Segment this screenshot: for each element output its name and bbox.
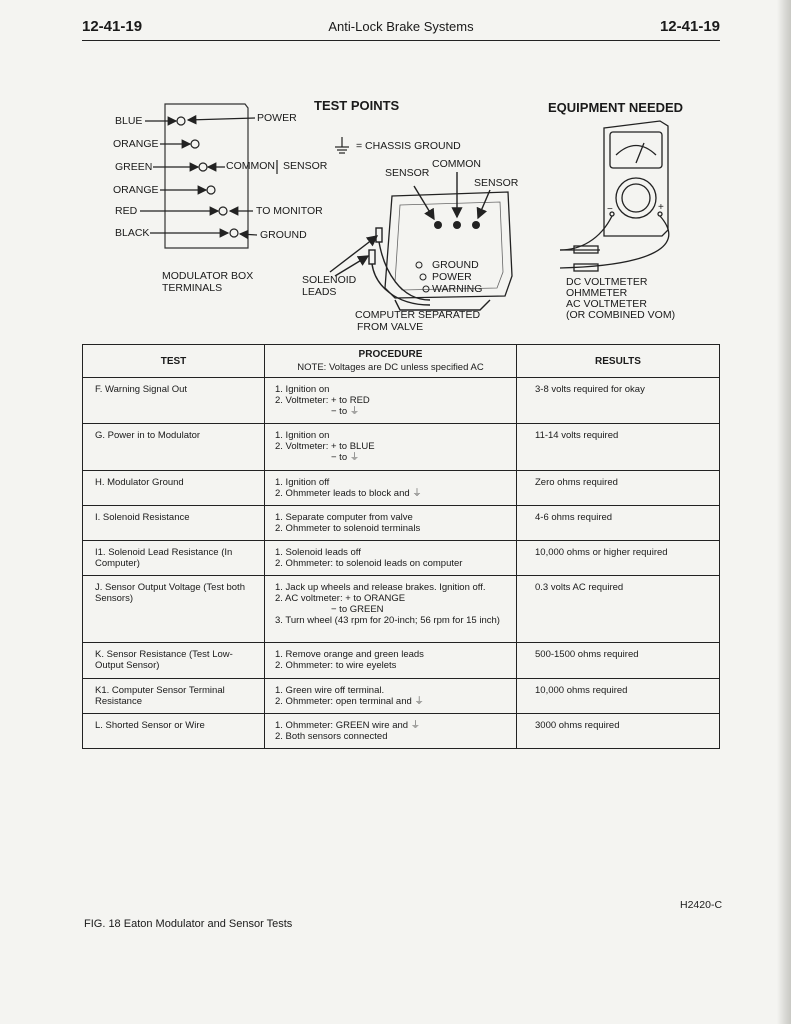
procedure-step: 2. Ohmmeter: to solenoid leads on computer xyxy=(275,558,463,569)
wire-black-label: BLACK xyxy=(115,227,150,239)
ground-label: GROUND xyxy=(260,229,307,241)
result-cell: 4-6 ohms required xyxy=(517,506,720,541)
wire-red-label: RED xyxy=(115,205,138,217)
result-cell: 10,000 ohms or higher required xyxy=(517,541,720,576)
result-cell: 3-8 volts required for okay xyxy=(517,378,720,424)
table-row xyxy=(83,424,720,471)
solenoid-label: SOLENOID xyxy=(302,274,357,286)
legend-power-label: POWER xyxy=(432,271,472,283)
wire-green-label: GREEN xyxy=(115,161,153,173)
procedure-cell xyxy=(265,378,517,424)
procedure-step: 1. Ignition on xyxy=(275,384,330,395)
test-name: J. Sensor Output Voltage (Test both Sensors) xyxy=(83,576,265,643)
procedure-step: 2. Voltmeter: + to BLUE xyxy=(275,441,375,452)
test-name: G. Power in to Modulator xyxy=(83,424,265,471)
page-number-left: 12-41-19 xyxy=(82,18,143,35)
page-title: Anti-Lock Brake Systems xyxy=(328,19,474,34)
test-procedure-table xyxy=(82,344,720,749)
meter-ac-voltmeter-label: AC VOLTMETER xyxy=(566,298,647,310)
page-number-right: 12-41-19 xyxy=(659,18,720,35)
table-row xyxy=(83,471,720,506)
test-name: K1. Computer Sensor Terminal Resistance xyxy=(83,679,265,714)
test-name: F. Warning Signal Out xyxy=(83,378,265,424)
test-name: H. Modulator Ground xyxy=(83,471,265,506)
modulator-terminals-label: TERMINALS xyxy=(162,282,223,294)
legend-ground-label: GROUND xyxy=(432,259,479,271)
procedure-header-label: PROCEDURE xyxy=(358,349,423,360)
power-label: POWER xyxy=(257,112,297,124)
column-header-procedure xyxy=(265,345,517,378)
procedure-step: 1. Green wire off terminal. xyxy=(275,685,385,696)
procedure-step: 1. Solenoid leads off xyxy=(275,547,361,558)
procedure-step: 2. Ohmmeter: open terminal and ⏚ xyxy=(275,696,424,707)
meter-vom-label: (OR COMBINED VOM) xyxy=(566,309,676,321)
figure-caption: FIG. 18 Eaton Modulator and Sensor Tests xyxy=(84,918,293,930)
procedure-step: − to GREEN xyxy=(331,604,384,615)
meter-dc-voltmeter-label: DC VOLTMETER xyxy=(566,276,648,288)
common-label: COMMON xyxy=(226,160,275,172)
result-cell: 11-14 volts required xyxy=(517,424,720,471)
procedure-step: 2. Ohmmeter to solenoid terminals xyxy=(275,523,421,534)
chassis-ground-label: = CHASSIS GROUND xyxy=(356,140,461,152)
procedure-step: 1. Ignition off xyxy=(275,477,330,488)
procedure-step: 1. Remove orange and green leads xyxy=(275,649,424,660)
result-cell: 10,000 ohms required xyxy=(517,679,720,714)
sensor-left-label: SENSOR xyxy=(385,167,430,179)
table-row xyxy=(83,506,720,541)
procedure-cell xyxy=(265,541,517,576)
column-header-results: RESULTS xyxy=(517,345,720,378)
test-name: L. Shorted Sensor or Wire xyxy=(83,714,265,749)
column-header-test: TEST xyxy=(83,345,265,378)
procedure-step: − to ⏚ xyxy=(331,452,360,463)
procedure-note: NOTE: Voltages are DC unless specified AC xyxy=(297,362,484,373)
from-valve-label: FROM VALVE xyxy=(357,321,424,333)
procedure-step: 2. Ohmmeter: to wire eyelets xyxy=(275,660,397,671)
table-row xyxy=(83,576,720,643)
result-cell: Zero ohms required xyxy=(517,471,720,506)
table-row xyxy=(83,679,720,714)
result-cell: 3000 ohms required xyxy=(517,714,720,749)
procedure-cell xyxy=(265,506,517,541)
meter-plus-label: + xyxy=(658,202,664,213)
table-header-row xyxy=(83,345,720,378)
procedure-cell xyxy=(265,576,517,643)
result-cell: 500-1500 ohms required xyxy=(517,643,720,679)
test-name: I1. Solenoid Lead Resistance (In Computer) xyxy=(83,541,265,576)
common-top-label: COMMON xyxy=(432,158,481,170)
procedure-step: 1. Separate computer from valve xyxy=(275,512,413,523)
procedure-step: 3. Turn wheel (43 rpm for 20-inch; 56 rpm for 15 inch) xyxy=(275,615,500,626)
figure-id: H2420-C xyxy=(680,899,723,911)
wire-orange-label: ORANGE xyxy=(113,138,159,150)
test-name: I. Solenoid Resistance xyxy=(83,506,265,541)
table-row xyxy=(83,541,720,576)
procedure-cell xyxy=(265,643,517,679)
procedure-step: − to ⏚ xyxy=(331,406,360,417)
procedure-cell xyxy=(265,714,517,749)
meter-ohmmeter-label: OHMMETER xyxy=(566,287,628,299)
result-cell: 0.3 volts AC required xyxy=(517,576,720,643)
table-row xyxy=(83,643,720,679)
legend-warning-label: WARNING xyxy=(432,283,483,295)
table-row xyxy=(83,378,720,424)
modulator-box-label: MODULATOR BOX xyxy=(162,270,254,282)
procedure-step: 2. AC voltmeter: + to ORANGE xyxy=(275,593,406,604)
test-points-title: TEST POINTS xyxy=(314,98,400,113)
meter-minus-label: − xyxy=(607,204,613,215)
equipment-title: EQUIPMENT NEEDED xyxy=(548,100,684,115)
solenoid-leads-label: LEADS xyxy=(302,286,337,298)
procedure-cell xyxy=(265,424,517,471)
to-monitor-label: TO MONITOR xyxy=(256,205,323,217)
wire-blue-label: BLUE xyxy=(115,115,143,127)
procedure-step: 1. Ohmmeter: GREEN wire and ⏚ xyxy=(275,720,421,731)
wire-orange-label-2: ORANGE xyxy=(113,184,159,196)
test-name: K. Sensor Resistance (Test Low-Output Sensor) xyxy=(83,643,265,679)
procedure-step: 2. Ohmmeter leads to block and ⏚ xyxy=(275,488,422,499)
procedure-step: 2. Both sensors connected xyxy=(275,731,388,742)
procedure-step: 1. Ignition on xyxy=(275,430,330,441)
computer-separated-label: COMPUTER SEPARATED xyxy=(355,309,481,321)
sensor-label: SENSOR xyxy=(283,160,328,172)
procedure-step: 1. Jack up wheels and release brakes. Ignition off. xyxy=(275,582,486,593)
table-row xyxy=(83,714,720,749)
procedure-step: 2. Voltmeter: + to RED xyxy=(275,395,370,406)
procedure-cell xyxy=(265,471,517,506)
procedure-cell xyxy=(265,679,517,714)
sensor-right-label: SENSOR xyxy=(474,177,519,189)
